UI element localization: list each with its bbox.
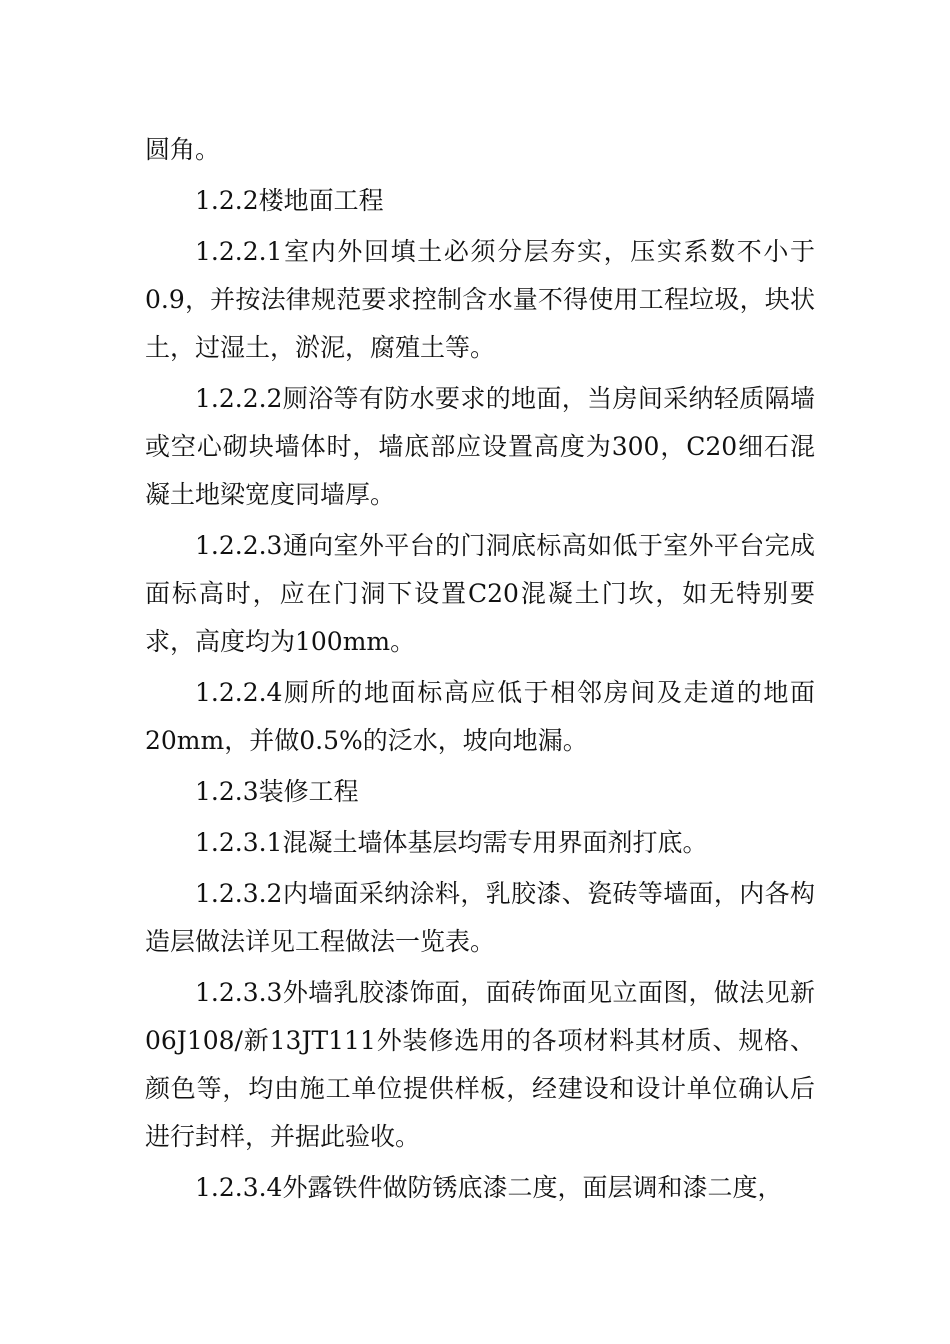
section-heading-1-2-3: 1.2.3装修工程: [195, 777, 359, 806]
paragraph-1-2-2-1: 1.2.2.1室内外回填土必须分层夯实，压实系数不小于0.9，并按法律规范要求控制含水量不得使用工程垃圾，块状土，过湿土，淤泥，腐殖土等。: [145, 237, 815, 362]
section-heading-1-2-2: 1.2.2楼地面工程: [195, 186, 384, 215]
paragraph-continuation: 圆角。: [145, 135, 221, 164]
paragraph-1-2-2-3: 1.2.2.3通向室外平台的门洞底标高如低于室外平台完成面标高时，应在门洞下设置C20混凝土门坎，如无特别要求，高度均为100mm。: [145, 531, 815, 656]
paragraph-1-2-3-4: 1.2.3.4外露铁件做防锈底漆二度，面层调和漆二度，: [195, 1173, 783, 1202]
paragraph-1-2-3-3: 1.2.3.3外墙乳胶漆饰面，面砖饰面见立面图，做法见新06J108/新13JT111外装修选用的各项材料其材质、规格、颜色等，均由施工单位提供样板，经建设和设计单位确认后进行封样，并据此验收。: [145, 978, 815, 1151]
paragraph-1-2-3-2: 1.2.3.2内墙面采纳涂料，乳胶漆、瓷砖等墙面，内各构造层做法详见工程做法一览表。: [145, 879, 815, 956]
paragraph-1-2-2-2: 1.2.2.2厕浴等有防水要求的地面，当房间采纳轻质隔墙或空心砌块墙体时，墙底部应设置高度为300，C20细石混凝土地梁宽度同墙厚。: [145, 384, 815, 509]
document-body: [145, 126, 815, 1212]
paragraph-1-2-2-4: 1.2.2.4厕所的地面标高应低于相邻房间及走道的地面20mm，并做0.5%的泛水，坡向地漏。: [145, 678, 815, 755]
paragraph-1-2-3-1: 1.2.3.1混凝土墙体基层均需专用界面剂打底。: [195, 828, 708, 857]
